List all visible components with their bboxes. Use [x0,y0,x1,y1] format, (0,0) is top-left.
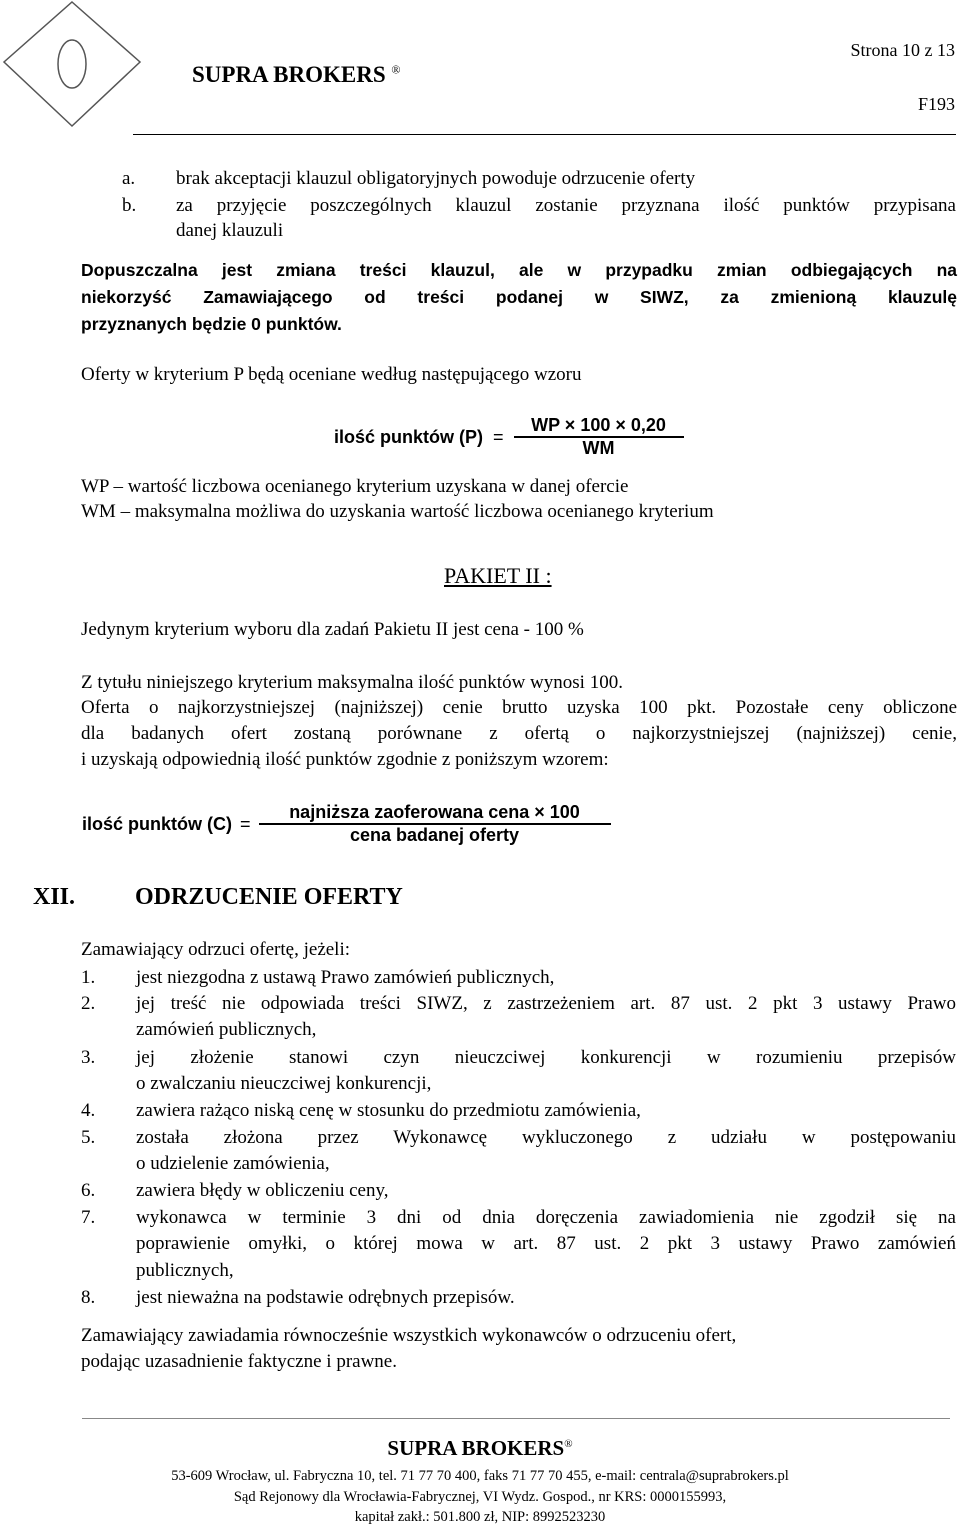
rejection-item-number: 3. [81,1047,96,1068]
bold-para-line: przyznanych będzie 0 punktów. [81,314,342,334]
scoring-line: Z tytułu niniejszego kryterium maksymalna ilość punktów wynosi 100. [81,672,623,693]
header-brand: SUPRA BROKERS ® [192,62,401,87]
bold-para-line: niekorzyść Zamawiającego od treści podanej w SIWZ, za zmienioną klauzulę [81,287,957,307]
pakiet-criterion: Jedynym kryterium wyboru dla zadań Pakietu II jest cena - 100 % [81,619,584,640]
formula-c [82,796,611,852]
header-rule [133,134,956,135]
scoring-line: Oferta o najkorzystniejszej (najniższej) cenie brutto uzyska 100 pkt. Pozostałe ceny obliczone [81,697,957,718]
section-title: ODRZUCENIE OFERTY [135,884,403,910]
list-line: za przyjęcie poszczególnych klauzul zostanie przyznana ilość punktów przypisana [176,195,956,216]
rejection-item-number: 5. [81,1127,96,1148]
rejection-item-line: o udzielenie zamówienia, [136,1153,330,1174]
rejection-item-line: zawiera błędy w obliczeniu ceny, [136,1180,389,1201]
formula-c-numerator: najniższa zaoferowana cena × 100 [289,802,580,822]
rejection-item-line: jest nieważna na podstawie odrębnych przepisów. [136,1287,515,1308]
bold-para-line: Dopuszczalna jest zmiana treści klauzul, ale w przypadku zmian odbiegających na [81,260,957,280]
rejection-item-number: 4. [81,1100,96,1121]
list-marker: a. [122,168,136,189]
formula-p-lhs: ilość punktów (P) [334,426,484,447]
footer-rule [82,1418,950,1419]
formula-c-denominator: cena badanej oferty [349,825,520,845]
scoring-line: dla badanych ofert zostaną porównane z ofertą o najkorzystniejszej (najniższej) cenie, [81,723,957,744]
definition-wm: WM – maksymalna możliwa do uzyskania wartość liczbowa ocenianego kryterium [81,501,714,522]
criterion-p-intro: Oferty w kryterium P będą oceniane według następującego wzoru [81,364,582,385]
formula-p-denominator: WM [582,438,615,458]
rejection-item-line: jest niezgodna z ustawą Prawo zamówień publicznych, [136,967,555,988]
formula-p [334,410,684,464]
section-number: XII. [33,884,76,910]
scoring-line: i uzyskają odpowiednią ilość punktów zgodnie z poniższym wzorem: [81,749,609,770]
footer-court: Sąd Rejonowy dla Wrocławia-Fabrycznej, VI Wydz. Gospod., nr KRS: 0000155993, [233,1489,727,1505]
rejection-item-line: poprawienie omyłki, o której mowa w art. 87 ust. 2 pkt 3 ustawy Prawo zamówień [136,1233,956,1254]
rejection-item-number: 2. [81,993,96,1014]
list-line: danej klauzuli [176,220,284,241]
rejection-item-line: wykonawca w terminie 3 dni od dnia doręczenia zawiadomienia nie zgodził się na [136,1207,956,1228]
rejection-item-line: publicznych, [136,1260,234,1281]
formula-p-equals: = [493,426,504,447]
list-marker: b. [122,195,137,216]
rejection-item-line: zamówień publicznych, [136,1019,317,1040]
page-number: Strona 10 z 13 [850,40,955,60]
formula-c-lhs: ilość punktów (C) [82,813,232,834]
rejection-item-line: o zwalczaniu nieuczciwej konkurencji, [136,1073,432,1094]
list-line: brak akceptacji klauzul obligatoryjnych powoduje odrzucenie oferty [176,168,696,189]
rejection-item-line: jej treść nie odpowiada treści SIWZ, z zastrzeżeniem art. 87 ust. 2 pkt 3 ustawy Prawo [136,993,956,1014]
footer-brand: SUPRA BROKERS® [387,1436,573,1460]
formula-p-numerator: WP × 100 × 0,20 [531,415,666,435]
footer-capital: kapitał zakł.: 501.800 zł, NIP: 8992523230 [354,1509,606,1525]
rejection-item-number: 8. [81,1287,96,1308]
definition-wp: WP – wartość liczbowa ocenianego kryterium uzyskana w danej ofercie [81,476,629,497]
closing-line: Zamawiający zawiadamia równocześnie wszystkich wykonawców o odrzuceniu ofert, [81,1325,737,1346]
closing-line: podając uzasadnienie faktyczne i prawne. [81,1351,397,1372]
rejection-item-number: 7. [81,1207,96,1228]
rejection-item-line: zawiera rażąco niską cenę w stosunku do przedmiotu zamówienia, [136,1100,641,1121]
rejection-item-line: jej złożenie stanowi czyn nieuczciwej konkurencji w rozumieniu przepisów [136,1047,956,1068]
rejection-item-number: 1. [81,967,96,988]
rejection-intro: Zamawiający odrzuci ofertę, jeżeli: [81,939,351,960]
company-logo [0,0,200,135]
document-code: F193 [917,94,955,114]
rejection-item-line: została złożona przez Wykonawcę wykluczonego z udziału w postępowaniu [136,1127,956,1148]
pakiet-title: PAKIET II : [444,563,552,588]
formula-c-equals: = [240,813,251,834]
footer-address: 53-609 Wrocław, ul. Fabryczna 10, tel. 71 77 70 400, faks 71 77 70 455, e-mail: centrala@suprabrokers.pl [171,1468,789,1484]
rejection-item-number: 6. [81,1180,96,1201]
